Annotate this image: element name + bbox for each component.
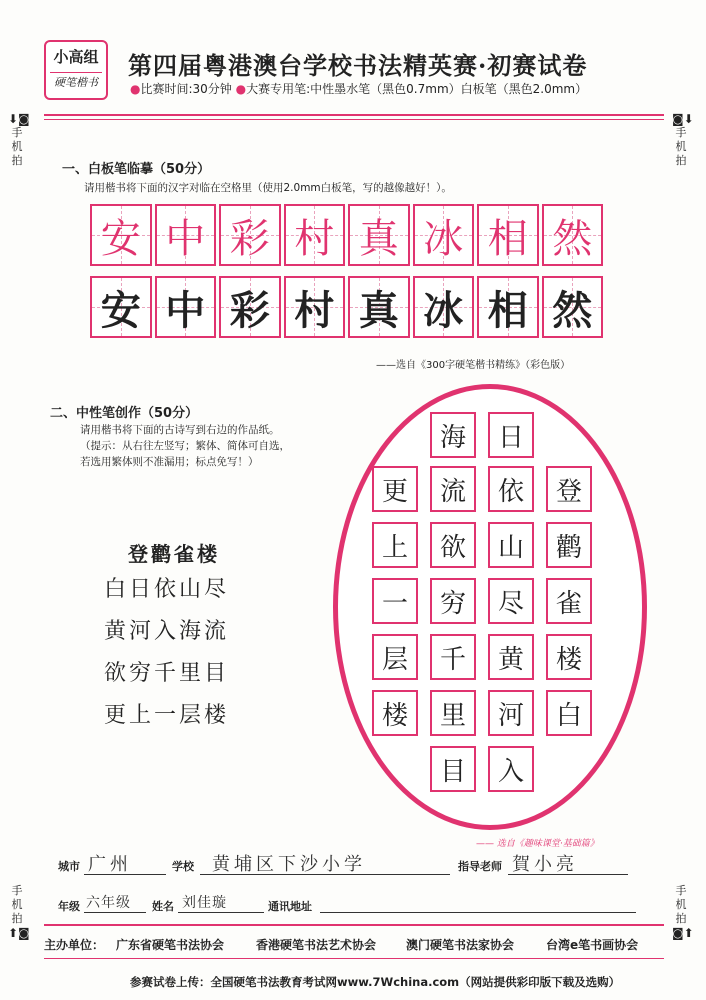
page-title: 第四届粤港澳台学校书法精英赛·初赛试卷 <box>128 51 588 80</box>
grid-cell: 雀 <box>546 578 592 624</box>
grid-cell: 鹳 <box>546 522 592 568</box>
grade-label: 年级 <box>58 900 80 913</box>
poem-line: 更上一层楼 <box>104 703 230 728</box>
divider <box>44 958 664 959</box>
city-label: 城市 <box>58 860 80 873</box>
grid-cell: 依 <box>488 466 534 512</box>
grade-underline <box>84 912 146 913</box>
section2-instruction-2: （提示：从右往左竖写；繁体、简体可自选， <box>80 440 290 452</box>
grid-cell: 海 <box>430 412 476 458</box>
grid-cell: 河 <box>488 690 534 736</box>
copy-cell: 真 <box>348 276 410 338</box>
model-cell: 冰 <box>413 204 475 266</box>
copy-cell: 彩 <box>219 276 281 338</box>
model-row <box>90 204 606 270</box>
grid-cell: 登 <box>546 466 592 512</box>
group-sub-label: 硬笔楷书 <box>50 72 102 93</box>
grid-cell: 楼 <box>372 690 418 736</box>
teacher-label: 指导老师 <box>458 860 502 873</box>
grid-cell: 山 <box>488 522 534 568</box>
divider <box>44 114 664 116</box>
model-cell: 中 <box>155 204 217 266</box>
copy-cell: 安 <box>90 276 152 338</box>
organizer-item: 广东省硬笔书法协会 <box>116 938 225 952</box>
side-note-text: 手机拍 <box>11 126 23 167</box>
poem-line: 白日依山尽 <box>104 577 230 602</box>
name-underline <box>178 912 264 913</box>
grid-cell: 楼 <box>546 634 592 680</box>
organizer-item: 澳门硬笔书法家协会 <box>406 938 515 952</box>
side-note-right-top <box>672 112 694 168</box>
address-underline <box>320 912 636 913</box>
side-note-text: 手机拍 <box>675 126 687 167</box>
organizer-item: 台湾e笔书画协会 <box>546 938 639 952</box>
copy-cell: 冰 <box>413 276 475 338</box>
camera-icon: ⬆◙ <box>8 926 30 940</box>
grid-cell: 欲 <box>430 522 476 568</box>
section2-title: 二、中性笔创作（50分） <box>50 406 199 421</box>
grid-cell: 穷 <box>430 578 476 624</box>
copy-row <box>90 276 606 342</box>
grade-value[interactable]: 六年级 <box>86 895 131 911</box>
grid-cell: 层 <box>372 634 418 680</box>
poem-title: 登鹳雀楼 <box>128 542 220 566</box>
camera-icon: ◙⬆ <box>672 926 694 940</box>
grid-cell: 上 <box>372 522 418 568</box>
grid-cell: 黄 <box>488 634 534 680</box>
grid-cell: 尽 <box>488 578 534 624</box>
footer-text: 参赛试卷上传：全国硬笔书法教育考试网www.7Wchina.com（网站提供彩印版下载及选购） <box>130 975 621 989</box>
grid-cell: 千 <box>430 634 476 680</box>
copy-cell: 相 <box>477 276 539 338</box>
side-note-left-top <box>8 112 30 168</box>
grid-cell: 白 <box>546 690 592 736</box>
section1-instruction: 请用楷书将下面的汉字对临在空格里（使用2.0mm白板笔，写的越像越好！）。 <box>84 182 452 194</box>
grid-cell: 入 <box>488 746 534 792</box>
model-cell: 相 <box>477 204 539 266</box>
city-underline <box>84 874 166 875</box>
address-label: 通讯地址 <box>268 900 312 913</box>
grid-cell: 更 <box>372 466 418 512</box>
poem-line: 黄河入海流 <box>104 619 230 644</box>
copy-cell: 然 <box>542 276 604 338</box>
model-cell: 彩 <box>219 204 281 266</box>
section2-instruction-3: 若选用繁体则不准漏用；标点免写！） <box>80 456 259 468</box>
group-badge <box>44 40 108 100</box>
camera-icon: ◙⬇ <box>672 112 694 126</box>
divider <box>44 924 664 926</box>
time-text: 比赛时间:30分钟 <box>140 82 232 96</box>
camera-icon: ⬇◙ <box>8 112 30 126</box>
city-value[interactable]: 广州 <box>88 854 132 875</box>
pen-text: 大赛专用笔:中性墨水笔（黑色0.7mm）白板笔（黑色2.0mm） <box>246 82 588 96</box>
school-label: 学校 <box>172 860 194 873</box>
name-label: 姓名 <box>152 900 174 913</box>
side-note-right-bottom <box>672 884 694 940</box>
copy-cell: 村 <box>284 276 346 338</box>
model-cell: 真 <box>348 204 410 266</box>
grid-cell: 目 <box>430 746 476 792</box>
section2-credit: —— 选自《趣味课堂·基础篇》 <box>476 839 599 849</box>
section2-instruction-1: 请用楷书将下面的古诗写到右边的作品纸。 <box>80 424 280 436</box>
copy-cell: 中 <box>155 276 217 338</box>
section1-title: 一、白板笔临摹（50分） <box>62 162 211 177</box>
school-underline <box>200 874 450 875</box>
group-label: 小高组 <box>53 48 99 66</box>
header-info: ●比赛时间:30分钟 ●大赛专用笔:中性墨水笔（黑色0.7mm）白板笔（黑色2.0mm） <box>130 82 588 96</box>
model-cell: 安 <box>90 204 152 266</box>
side-note-text: 手机拍 <box>11 884 23 925</box>
grid-cell: 一 <box>372 578 418 624</box>
divider <box>44 119 664 120</box>
teacher-value[interactable]: 賀小亮 <box>512 854 578 875</box>
grid-cell: 日 <box>488 412 534 458</box>
side-note-text: 手机拍 <box>675 884 687 925</box>
teacher-underline <box>508 874 628 875</box>
poem-line: 欲穷千里目 <box>104 661 230 686</box>
model-cell: 然 <box>542 204 604 266</box>
organizers-label: 主办单位： <box>44 938 105 952</box>
grid-cell: 里 <box>430 690 476 736</box>
model-cell: 村 <box>284 204 346 266</box>
organizer-item: 香港硬笔书法艺术协会 <box>256 938 377 952</box>
name-value[interactable]: 刘佳璇 <box>182 895 227 911</box>
side-note-left-bottom <box>8 884 30 940</box>
grid-cell: 流 <box>430 466 476 512</box>
school-value[interactable]: 黄埔区下沙小学 <box>212 854 366 875</box>
section1-source: ——选自《300字硬笔楷书精练》（彩色版） <box>376 360 571 371</box>
